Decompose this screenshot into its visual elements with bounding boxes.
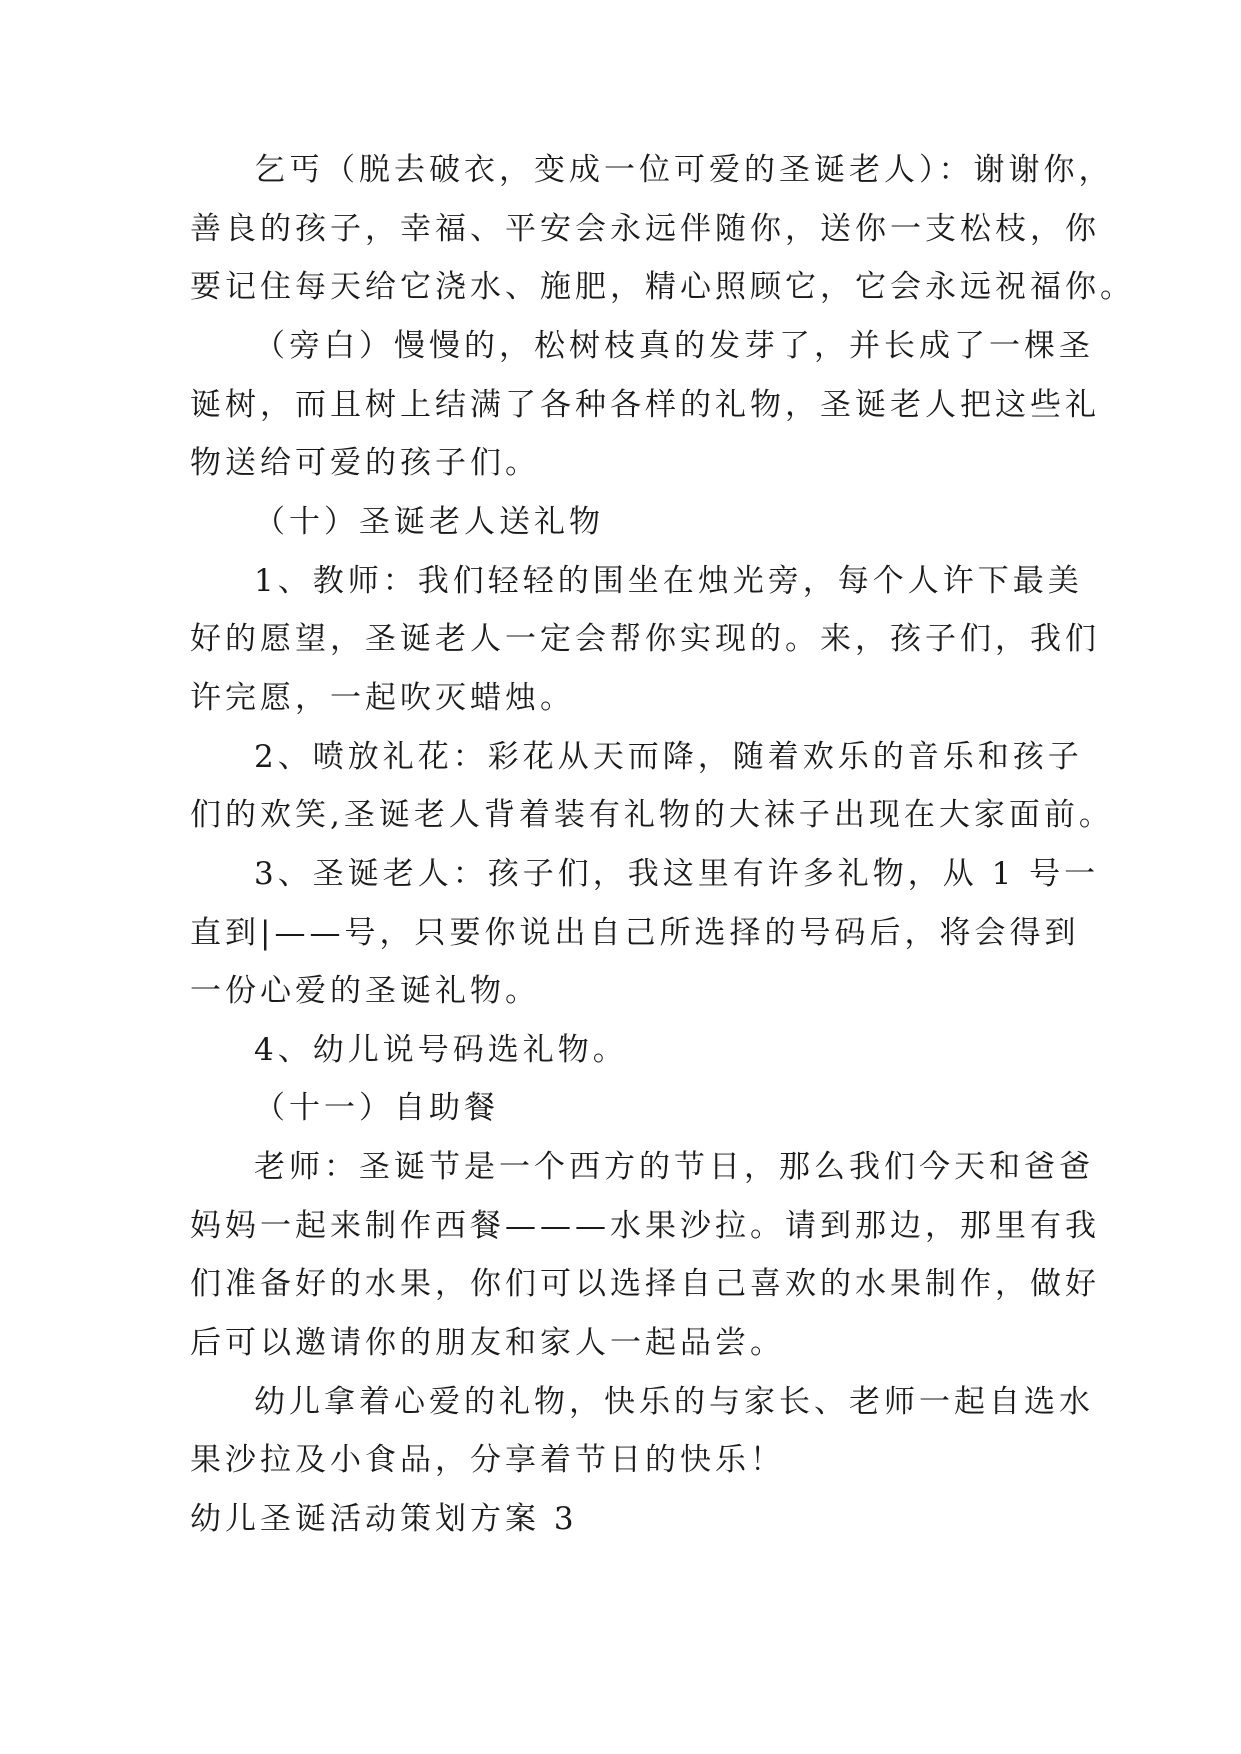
section-heading: （十一）自助餐 xyxy=(254,1090,499,1126)
text-line: （旁白）慢慢的，松树枝真的发芽了，并长成了一棵圣 xyxy=(254,328,1094,364)
text-line: 直到|——号，只要你说出自己所选择的号码后，将会得到 xyxy=(190,915,1080,951)
text-line: 4、幼儿说号码选礼物。 xyxy=(254,1032,628,1068)
text-line: 善良的孩子，幸福、平安会永远伴随你，送你一支松枝，你 xyxy=(190,211,1100,247)
text-line: 一份心爱的圣诞礼物。 xyxy=(190,973,540,1009)
text-line: 老师：圣诞节是一个西方的节日，那么我们今天和爸爸 xyxy=(254,1149,1094,1185)
section-heading: （十）圣诞老人送礼物 xyxy=(254,504,604,540)
text-line: 幼儿拿着心爱的礼物，快乐的与家长、老师一起自选水 xyxy=(254,1384,1094,1420)
document-title: 幼儿圣诞活动策划方案 3 xyxy=(190,1501,578,1537)
text-line: 许完愿，一起吹灭蜡烛。 xyxy=(190,680,575,716)
text-line: 后可以邀请你的朋友和家人一起品尝。 xyxy=(190,1325,785,1361)
text-line: 乞丐（脱去破衣，变成一位可爱的圣诞老人）：谢谢你， xyxy=(254,152,1114,188)
text-line: 妈妈一起来制作西餐———水果沙拉。请到那边，那里有我 xyxy=(190,1208,1100,1244)
text-line: 1、教师：我们轻轻的围坐在烛光旁，每个人许下最美 xyxy=(254,563,1083,599)
text-line: 好的愿望，圣诞老人一定会帮你实现的。来，孩子们，我们 xyxy=(190,621,1100,657)
text-line: 2、喷放礼花：彩花从天而降，随着欢乐的音乐和孩子 xyxy=(254,739,1083,775)
text-line: 物送给可爱的孩子们。 xyxy=(190,445,540,481)
text-line: 果沙拉及小食品，分享着节日的快乐！ xyxy=(190,1442,785,1478)
text-line: 们的欢笑,圣诞老人背着装有礼物的大袜子出现在大家面前。 xyxy=(190,797,1114,833)
text-line: 诞树，而且树上结满了各种各样的礼物，圣诞老人把这些礼 xyxy=(190,387,1100,423)
text-line: 们准备好的水果，你们可以选择自己喜欢的水果制作，做好 xyxy=(190,1266,1100,1302)
text-line: 3、圣诞老人：孩子们，我这里有许多礼物，从 1 号一 xyxy=(254,856,1100,892)
text-line: 要记住每天给它浇水、施肥，精心照顾它，它会永远祝福你。 xyxy=(190,269,1135,305)
